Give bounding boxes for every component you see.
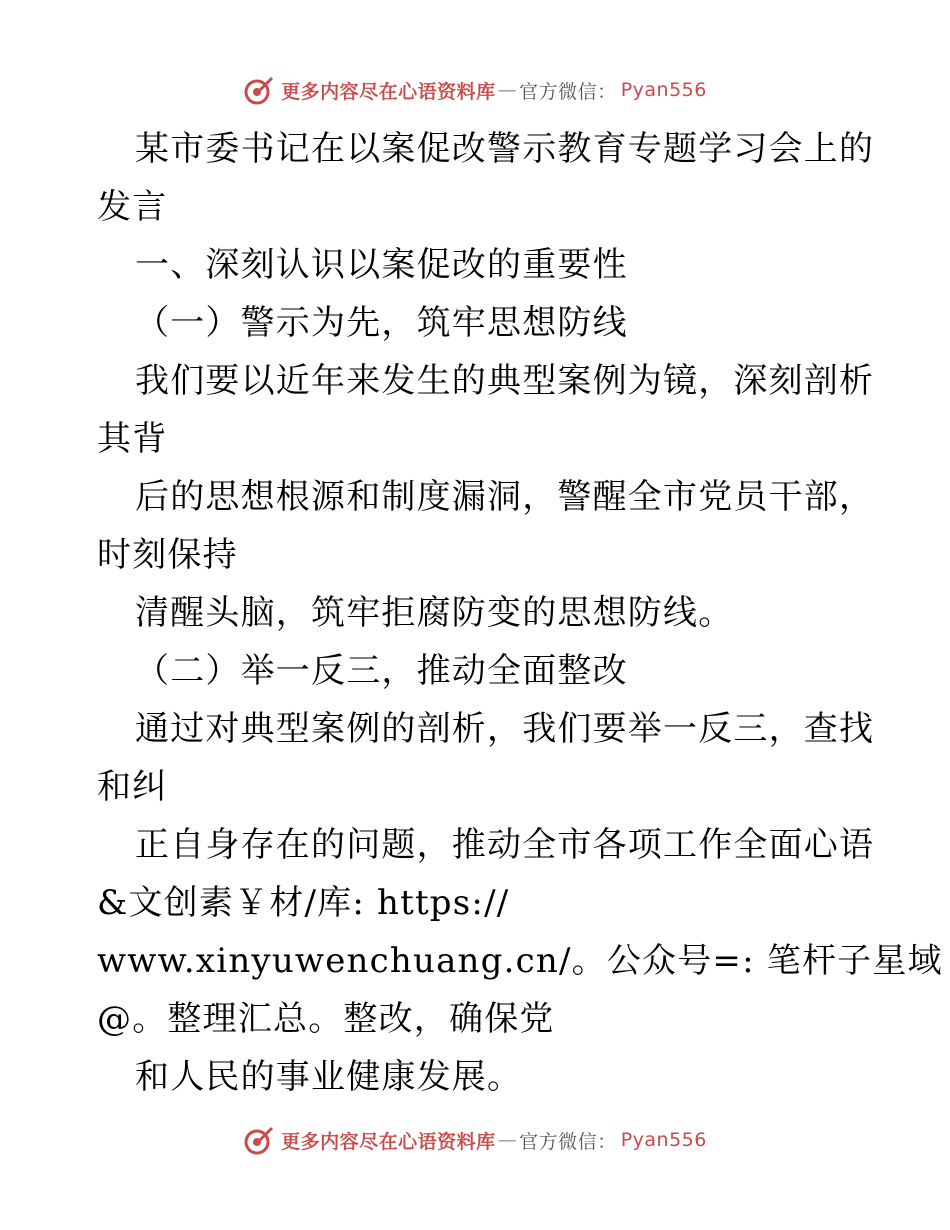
banner-dash: — xyxy=(497,79,518,101)
banner-wechat-id: Pyan556 xyxy=(620,79,707,101)
footer-watermark-banner xyxy=(0,1120,950,1160)
text-line: （一）警示为先，筑牢思想防线 xyxy=(135,303,628,343)
text-line: 后的思想根源和制度漏洞，警醒全市党员干部， xyxy=(135,477,875,517)
banner-official-label: 官方微信 xyxy=(519,80,598,103)
text-line: www.xinyuwenchuang.cn/。公众号=: 笔杆子星域 xyxy=(97,941,943,981)
text-line: 清醒头脑，筑牢拒腐防变的思想防线。 xyxy=(135,593,734,633)
text-line: 其背 xyxy=(97,419,168,459)
banner-colon: ： xyxy=(597,1130,617,1153)
text-line: @。整理汇总。整改，确保党 xyxy=(97,999,555,1039)
text-line: 某市委书记在以案促改警示教育专题学习会上的 xyxy=(135,129,875,169)
text-line: 正自身存在的问题，推动全市各项工作全面心语 xyxy=(135,825,875,865)
banner-title: 更多内容尽在心语资料库 xyxy=(281,1130,496,1153)
banner-colon: ： xyxy=(597,80,617,103)
document-body xyxy=(97,120,943,1106)
banner-wechat-id: Pyan556 xyxy=(620,1129,707,1151)
banner-dash: — xyxy=(497,1129,518,1151)
text-line: 通过对典型案例的剖析，我们要举一反三，查找 xyxy=(135,709,875,749)
text-line: 发言 xyxy=(97,187,168,227)
pen-circle-logo-icon xyxy=(243,1124,275,1156)
banner-title: 更多内容尽在心语资料库 xyxy=(281,80,496,103)
text-line: 时刻保持 xyxy=(97,535,238,575)
header-watermark-banner xyxy=(0,70,950,110)
text-line: &文创素￥材/库: https:// xyxy=(97,883,510,923)
text-line: 我们要以近年来发生的典型案例为镜，深刻剖析 xyxy=(135,361,875,401)
text-line: 一、深刻认识以案促改的重要性 xyxy=(135,245,628,285)
banner-official-label: 官方微信 xyxy=(519,1130,598,1153)
text-line: 和纠 xyxy=(97,767,168,807)
pen-circle-logo-icon xyxy=(243,74,275,106)
text-line: 和人民的事业健康发展。 xyxy=(135,1057,523,1097)
text-line: （二）举一反三，推动全面整改 xyxy=(135,651,628,691)
